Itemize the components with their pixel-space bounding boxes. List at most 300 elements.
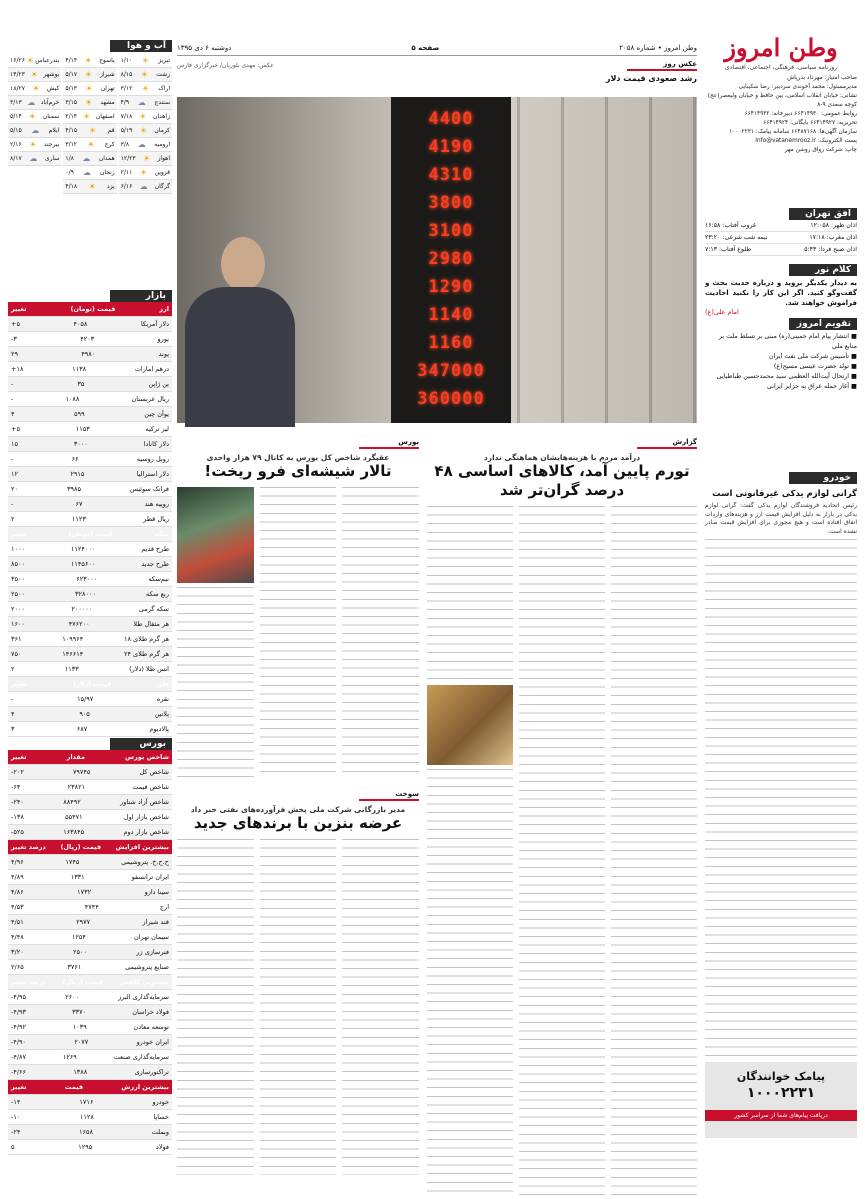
top-value-table-header-cell: قیمت	[64, 1083, 83, 1091]
fuel-kicker: مدیر بازرگانی شرکت ملی پخش فرآورده‌های نفتی خبر داد	[190, 805, 406, 814]
weather-city-name: خرم‌آباد	[40, 99, 60, 106]
logo	[705, 30, 857, 64]
top-value-table-row	[8, 1095, 172, 1110]
metal-table-cell: ۳	[11, 725, 15, 733]
masthead-staff-line: چاپ: شرکت رواق روشن مهر	[784, 147, 857, 153]
board-number: 3800	[428, 193, 474, 213]
weather-temp: ۲/۱۴	[65, 113, 78, 120]
index-table-header-cell: تغییر	[11, 753, 27, 761]
weather-city	[8, 96, 61, 110]
weather-city	[63, 138, 116, 152]
sun-icon: ☀	[141, 56, 149, 65]
bourse-col-3	[177, 487, 254, 777]
weather-temp: ۸/۱۷	[10, 155, 22, 162]
top-losers-table-cell: سرمایه‌گذاری البرز	[118, 993, 169, 1001]
khodro-text-lines	[705, 539, 857, 1059]
weather-city	[8, 54, 61, 68]
currency-table-row	[8, 512, 172, 527]
man-head	[221, 237, 265, 291]
weather-temp: ۲/۱۱	[120, 169, 133, 176]
currency-table-cell: ۳۹۸۵	[66, 485, 81, 493]
currency-table-cell: ۳۰۰۰	[73, 440, 88, 448]
photo-header	[177, 60, 697, 96]
top-gainers-table-cell: ۴/۴۸	[11, 933, 24, 941]
fuel-tag: سوخت	[359, 790, 419, 801]
weather-temp: ۱۶/۲۶	[10, 57, 25, 64]
currency-table-cell: درهم امارات	[134, 365, 169, 373]
sun-icon: ☀	[85, 84, 93, 93]
top-losers-table-cell: ۱۳۸۸	[73, 1068, 88, 1076]
weather-city	[119, 82, 172, 96]
bazar-title: بازار	[110, 290, 172, 302]
cloud-icon: ☁	[139, 182, 148, 191]
weather-city	[119, 124, 172, 138]
weather-temp: ۴/۱۸	[65, 183, 78, 190]
top-gainers-table-cell: ۲/۶۵	[11, 963, 24, 971]
board-number: 1290	[428, 277, 474, 297]
ofogh-row	[705, 244, 857, 256]
currency-table-row	[8, 392, 172, 407]
cloud-icon: ☁	[137, 98, 146, 107]
coin-table-header-cell: قیمت (تومان)	[68, 530, 114, 538]
top-value-table-cell: ۱۷۱۶	[79, 1098, 94, 1106]
sun-icon: ☀	[88, 126, 97, 135]
top-losers-table-cell: توسعه معادن	[133, 1023, 169, 1031]
top-value-table-cell: -۱۰	[11, 1113, 21, 1121]
currency-table-cell: پوند	[158, 350, 169, 358]
coin-table-row	[8, 542, 172, 557]
top-gainers-table-header-cell: قیمت (ریال)	[60, 843, 102, 851]
exchange-board	[391, 97, 511, 423]
bourse-article	[177, 438, 419, 783]
board-number: 1140	[428, 305, 474, 325]
top-gainers-table-cell: ۴/۵۱	[11, 918, 24, 926]
inflation-kicker: درآمد مردم با هزینه‌هایشان هماهنگی ندارد	[483, 453, 641, 462]
inflation-headline: تورم پایین آمد، کالاهای اساسی ۴۸ درصد گران‌تر شد	[434, 462, 690, 499]
currency-table-cell: دلار کانادا	[143, 440, 169, 448]
weather-city-name: سمنان	[42, 113, 60, 120]
sun-icon: ☀	[82, 112, 91, 121]
weather-temp: ۱۴/۲۳	[10, 71, 25, 78]
metal-table-cell: ۴	[11, 710, 15, 718]
top-losers-table-row	[8, 1065, 172, 1080]
weather-temp: ۶/۱۶	[120, 183, 133, 190]
weather-temp: ۱/۱۰	[120, 57, 133, 64]
coin-table-cell: ۱۴۶۶۱۴	[62, 650, 84, 658]
coin-table-row	[8, 647, 172, 662]
index-table-cell: -۵۲۵	[11, 828, 24, 836]
coin-table-cell: ۲۰۰۰	[11, 605, 25, 613]
top-losers-table-cell: -۴/۹۳	[11, 1008, 27, 1016]
coin-table-row	[8, 632, 172, 647]
weather-city-name: کرمان	[154, 127, 170, 134]
weather-city-name: همدان	[98, 155, 115, 162]
top-gainers-table-row	[8, 855, 172, 870]
top-gainers-table-row	[8, 960, 172, 975]
index-table-cell: -۶۴	[11, 783, 21, 791]
weather-city	[63, 180, 116, 194]
sun-icon: ☀	[87, 140, 95, 149]
weather-city-name: بندرعباس	[35, 57, 60, 64]
photo-caption: رشد صعودی قیمت دلار	[605, 74, 697, 83]
inflation-tag: گزارش	[637, 438, 697, 449]
masthead-staff-line: سازمان آگهی‌ها: ۶۶۴۸۷۱۶۸ سامانه پیامک: ۱۰۰۰۲۲۳۱	[729, 129, 857, 135]
currency-table-row	[8, 407, 172, 422]
top-gainers-table-cell: ۲۵۰۰	[73, 948, 87, 956]
weather-column-2	[63, 54, 116, 194]
board-number: 3100	[428, 221, 474, 241]
khodro-box	[705, 472, 857, 1057]
top-gainers-table-cell: ۱۲۵۴	[71, 933, 86, 941]
currency-table-cell: -	[11, 455, 14, 463]
currency-table-header	[8, 302, 172, 317]
currency-table-cell: ریال عربستان	[131, 395, 169, 403]
ofogh-box	[705, 208, 857, 256]
top-value-table-cell: ۱۱۲۸	[79, 1113, 94, 1121]
weather-city	[119, 54, 172, 68]
currency-table-row	[8, 332, 172, 347]
top-losers-table-header-cell: درصد تغییر	[11, 978, 46, 986]
taqvim-item: ■ تولد حضرت عیسی مسیح(ع)	[773, 363, 857, 370]
weather-temp: ۵/۱۵	[10, 127, 22, 134]
currency-table-cell: +۵	[11, 320, 20, 328]
coin-table-cell: ۲۰۰۰۰۰	[71, 605, 93, 613]
metal-table-header	[8, 677, 172, 692]
board-number: 360000	[417, 389, 485, 409]
weather-city-name: اراک	[158, 85, 170, 92]
issue-number: وطن امروز • شماره ۲۰۵۸	[619, 43, 697, 52]
currency-table-cell: -	[11, 500, 14, 508]
weather-temp: ۱۸/۲۷	[10, 85, 25, 92]
index-table-cell: ۵۵۴۷۱	[65, 813, 83, 821]
masthead-staff-line: تحریریه: ۶۶۴۱۴۹۲۷ بایگانی: ۶۶۴۱۴۹۲۴	[763, 120, 857, 126]
weather-city	[8, 152, 61, 166]
coin-table-row	[8, 557, 172, 572]
board-number: 4190	[428, 137, 474, 157]
taqvim-item: ■ ارتحال آیت‌الله العظمی سید محمدحسین طباطبایی	[716, 373, 857, 380]
index-table-cell: -۲۰۲	[11, 768, 24, 776]
taqvim-item: ■ تأسیس شرکت ملی نفت ایران	[769, 353, 857, 360]
top-gainers-table-row	[8, 915, 172, 930]
taqvim-item: ■ آغاز حمله عراق به جزایر ایرانی	[766, 383, 857, 390]
inflation-col-3-bottom	[427, 769, 513, 1199]
weather-city-name: اهواز	[157, 155, 170, 162]
currency-table-cell: ۲۹۱۵	[70, 470, 85, 478]
top-value-table-cell: ۱۲۹۵	[78, 1143, 93, 1151]
top-value-table-cell: -۲۴	[11, 1128, 21, 1136]
top-value-table-cell: وبملت	[151, 1128, 169, 1136]
weather-city	[119, 68, 172, 82]
currency-table-cell: یوآن چین	[144, 410, 169, 418]
weather-city-name: ساری	[44, 155, 60, 162]
currency-table-cell: ۶۷	[75, 500, 83, 508]
top-losers-table-cell: -۴/۹۰	[11, 1038, 27, 1046]
bourse-col-2	[260, 487, 337, 777]
top-gainers-table-cell: قند شیراز	[142, 918, 169, 926]
weather-city-name: شیراز	[99, 71, 115, 78]
weather-city-name: قم	[107, 127, 115, 134]
index-table-cell: شاخص آزاد شناور	[120, 798, 169, 806]
index-table-cell: شاخص بازار دوم	[123, 828, 169, 836]
top-losers-table-row	[8, 1050, 172, 1065]
metal-table-row	[8, 707, 172, 722]
top-value-table-cell: خودرو	[152, 1098, 169, 1106]
coin-table-cell: طرح جدید	[141, 560, 169, 568]
weather-city-name: یاسوج	[99, 57, 115, 64]
sun-icon: ☀	[139, 126, 147, 135]
weather-column-1	[119, 54, 172, 194]
top-value-table-header	[8, 1080, 172, 1095]
top-gainers-table-cell: ۴/۸۶	[11, 888, 24, 896]
metal-table-header-cell: تغییر	[11, 680, 27, 688]
cloud-icon: ☁	[82, 168, 91, 177]
coin-table-cell: هر گرم طلای ۱۸	[123, 635, 169, 643]
metal-table-header-cell: فلز	[158, 680, 169, 688]
weather-city	[63, 152, 116, 166]
currency-table-row	[8, 317, 172, 332]
top-gainers-table-row	[8, 900, 172, 915]
metal-table-cell: پالادیوم	[149, 725, 169, 733]
top-losers-table-cell: -۴/۸۷	[11, 1053, 27, 1061]
weather-city	[8, 124, 61, 138]
top-gainers-table-cell: فنرسازی زر	[136, 948, 169, 956]
payamak-number: ۱۰۰۰۲۲۳۱	[746, 1085, 816, 1101]
cloud-icon: ☁	[29, 154, 38, 163]
weather-city-name: اصفهان	[95, 113, 115, 120]
currency-table-cell: ۴	[11, 410, 15, 418]
index-table-row	[8, 810, 172, 825]
sun-icon: ☀	[88, 182, 96, 191]
section-name: صفحه ۵	[411, 43, 440, 52]
top-losers-table-cell: -۴/۶۶	[11, 1068, 27, 1076]
masthead-staff-line: پست الکترونیک: Info@vatanemrooz.ir	[755, 138, 857, 144]
currency-table-row	[8, 422, 172, 437]
index-table-cell: شاخص کل	[139, 768, 169, 776]
currency-table-cell: ۲۹	[11, 350, 18, 358]
currency-table-cell: ۳۵	[77, 380, 85, 388]
top-losers-table-cell: ۲۰۷۷	[74, 1038, 89, 1046]
coin-table-header	[8, 527, 172, 542]
sun-icon: ☀	[26, 56, 34, 65]
index-table-header-cell: مقدار	[66, 753, 86, 761]
currency-table-row	[8, 377, 172, 392]
bourse-headline: تالار شیشه‌ای فرو ریخت!	[204, 462, 392, 480]
weather-temp: ۲/۱۶	[10, 141, 22, 148]
weather-city	[63, 82, 116, 96]
currency-table-header-cell: قیمت (تومان)	[70, 305, 116, 313]
ofogh-cell: اذان مغرب: ۱۷:۱۸	[809, 234, 857, 241]
inflation-col-2	[519, 506, 605, 1196]
currency-table-cell: +۱۸	[11, 365, 24, 373]
weather-temp: ۵/۱۳	[65, 85, 78, 92]
coin-table-cell: سکه گرمی	[138, 605, 169, 613]
weather-city-name: رشت	[156, 71, 170, 78]
currency-table-cell: +۵	[11, 425, 20, 433]
currency-table-row	[8, 362, 172, 377]
weather-temp: ۵/۱۷	[65, 71, 78, 78]
coin-table-cell: هر مثقال طلا	[133, 620, 169, 628]
kalam-box	[705, 264, 857, 316]
currency-table-cell: ۴۲۰۳	[80, 335, 95, 343]
top-losers-table-row	[8, 1020, 172, 1035]
index-table-header-cell: شاخص بورس	[125, 753, 169, 761]
weather-temp: ۴/۱۴	[65, 57, 78, 64]
kalam-attribution: امام علی(ع)	[705, 308, 739, 316]
masthead-staff-line: صاحب امتیاز: مهرداد بذرپاش	[787, 75, 857, 81]
fuel-article	[177, 790, 419, 1180]
top-gainers-table-header-cell: درصد تغییر	[11, 843, 46, 851]
coin-table-row	[8, 587, 172, 602]
sun-icon: ☀	[139, 112, 147, 121]
currency-table-cell: ریال قطر	[143, 515, 169, 523]
ofogh-cell: نیمه شب شرعی: ۲۳:۲۰	[705, 234, 768, 241]
bazar-box	[8, 290, 172, 733]
logo-text: وطن امروز	[724, 32, 838, 62]
ofogh-times	[705, 220, 857, 256]
top-value-table-cell: -۱۴	[11, 1098, 21, 1106]
index-table-header	[8, 750, 172, 765]
top-losers-table-header-cell: بیشترین کاهش	[120, 978, 169, 986]
weather-grid	[8, 54, 172, 194]
currency-table-header-cell: تغییر	[11, 305, 27, 313]
metal-table-cell: -	[11, 695, 14, 703]
weather-city-name: مشهد	[100, 99, 115, 106]
inflation-col-3	[427, 506, 513, 1199]
weather-temp: ۰/۹	[65, 169, 74, 176]
board-number: 347000	[417, 361, 485, 381]
taqvim-box	[705, 318, 857, 404]
cloud-icon: ☁	[27, 98, 36, 107]
ofogh-row	[705, 220, 857, 232]
inflation-article	[427, 438, 697, 1178]
currency-table-cell: ۵۹۹	[74, 410, 85, 418]
ofogh-cell: غروب آفتاب: ۱۶:۵۸	[705, 222, 757, 229]
sun-icon: ☀	[141, 84, 149, 93]
metal-table-row	[8, 692, 172, 707]
currency-table-cell: ۱۲	[11, 470, 18, 478]
top-losers-table-cell: -۴/۹۲	[11, 1023, 27, 1031]
weather-city	[119, 138, 172, 152]
inflation-photo	[427, 685, 513, 765]
weather-box	[8, 40, 172, 286]
photo-credit: عکس: مهدی بلوریان/ خبرگزاری فارس	[177, 62, 274, 69]
coin-table-cell: ۶۲۳۰۰۰	[76, 575, 98, 583]
top-gainers-table-header	[8, 840, 172, 855]
masthead-subtitle: روزنامه سیاسی، فرهنگی، اجتماعی، اقتصادی	[724, 64, 838, 71]
inflation-col-1	[611, 506, 697, 1196]
index-table-row	[8, 825, 172, 840]
coin-table-row	[8, 602, 172, 617]
top-gainers-table-cell: ۳/۲۰	[11, 948, 24, 956]
weather-temp: ۵/۱۴	[10, 113, 22, 120]
top-losers-table-cell: سرمایه‌گذاری صنعت	[113, 1053, 169, 1061]
currency-table-cell: روبل روسیه	[136, 455, 169, 463]
weather-column-3	[8, 54, 61, 194]
index-table-row	[8, 765, 172, 780]
issue-date: دوشنبه ۶ دی ۱۳۹۵	[177, 43, 232, 52]
bourse-col-1	[342, 487, 419, 777]
coin-table-cell: ۱۰۰۰	[11, 545, 25, 553]
currency-table-cell: ۴۰۵۸	[73, 320, 88, 328]
coin-table-cell: ۸۵۰۰	[11, 560, 25, 568]
top-losers-table-cell: فولاد خراسان	[132, 1008, 169, 1016]
man-figure	[185, 237, 295, 423]
coin-table-cell: ۴۷۶۲۰۰	[68, 620, 90, 628]
currency-table-cell: ۱۱۲۳	[71, 515, 86, 523]
coin-table-cell: هر گرم طلای ۲۴	[123, 650, 169, 658]
weather-city-name: تبریز	[158, 57, 170, 64]
coin-table-cell: ۱۱۲۴۰۰۰	[70, 545, 96, 553]
sun-icon: ☀	[140, 70, 148, 79]
top-gainers-table-cell: ایران ترانسفو	[131, 873, 169, 881]
bourse-columns	[177, 487, 419, 777]
weather-city	[8, 68, 61, 82]
weather-city	[8, 138, 61, 152]
khodro-body: رئیس اتحادیه فروشندگان لوازم یدکی گفت: گرانی لوازم یدکی در بازار به دلیل افزایش قیمت ارز و هزینه‌های واردات اتفاق افتاده است و هیچ مجوزی برای افزایش قیمت صادر نشده است.	[705, 502, 857, 535]
masthead-staff	[705, 74, 857, 155]
weather-city-name: یزد	[107, 183, 115, 190]
top-losers-table-header-cell: قیمت (ریال)	[62, 978, 104, 986]
masthead-staff-line: کوچه سعدی ۹-۸	[817, 102, 857, 108]
metal-table-row	[8, 722, 172, 737]
weather-city	[63, 124, 116, 138]
payamak-note: دریافت پیام‌های شما از سراسر کشور	[705, 1110, 857, 1121]
bourse-photo	[177, 487, 254, 583]
coin-table-cell: ۳۶۱	[11, 635, 22, 643]
coin-table-cell: نیم‌سکه	[148, 575, 169, 583]
weather-temp: ۴/۹	[120, 99, 130, 106]
ofogh-title: افق تهران	[789, 208, 857, 220]
masthead-staff-line: روابط عمومی: ۶۶۴۱۴۹۳۰ دبیرخانه: ۶۶۴۱۴۹۳۲	[744, 111, 857, 117]
top-losers-table-cell: تراکتورسازی	[134, 1068, 169, 1076]
top-losers-table-row	[8, 1005, 172, 1020]
currency-table-cell: ۱۵	[11, 440, 18, 448]
weather-city-name: زنجان	[99, 169, 115, 176]
weather-city	[8, 110, 61, 124]
top-gainers-table-cell: ۴/۸۹	[11, 873, 24, 881]
coin-table-cell: ۳۵۰۰	[11, 575, 25, 583]
photo-tag: عکس روز	[627, 60, 697, 71]
top-losers-table-row	[8, 1035, 172, 1050]
index-table-cell: ۷۹۷۴۵	[72, 768, 91, 776]
inflation-columns	[427, 506, 697, 1199]
currency-table-cell: لیر ترکیه	[145, 425, 169, 433]
fuel-col-3	[177, 839, 254, 1175]
weather-temp: ۳/۱۳	[10, 99, 22, 106]
metal-table-cell: ۹۰۵	[79, 710, 90, 718]
sun-icon: ☀	[142, 154, 151, 163]
weather-city	[119, 152, 172, 166]
top-gainers-table-cell: ۱۷۳۲	[77, 888, 92, 896]
weather-city-name: زاهدان	[153, 113, 170, 120]
weather-temp: ۴/۱۵	[65, 127, 78, 134]
board-number: 2980	[428, 249, 474, 269]
coin-table-row	[8, 572, 172, 587]
masthead-staff-line: مدیرمسئول: محمد آخوندی سردبیر: رضا شکیبایی	[738, 84, 857, 90]
top-gainers-table-cell: ۴۷۴۴	[84, 903, 99, 911]
currency-table-cell: ین ژاپن	[148, 380, 169, 388]
weather-city-name: بوشهر	[43, 71, 60, 78]
currency-table-cell: یورو	[157, 335, 169, 343]
inflation-col-3-top	[427, 506, 513, 681]
currency-table-row	[8, 482, 172, 497]
sun-icon: ☀	[84, 70, 93, 79]
weather-city-name: قزوین	[154, 169, 170, 176]
coin-table-cell: ۳۲۸۰۰۰	[75, 590, 96, 598]
fuel-columns	[177, 839, 419, 1175]
top-value-table-row	[8, 1125, 172, 1140]
top-value-table-header-cell: بیشترین ارزش	[121, 1083, 169, 1091]
